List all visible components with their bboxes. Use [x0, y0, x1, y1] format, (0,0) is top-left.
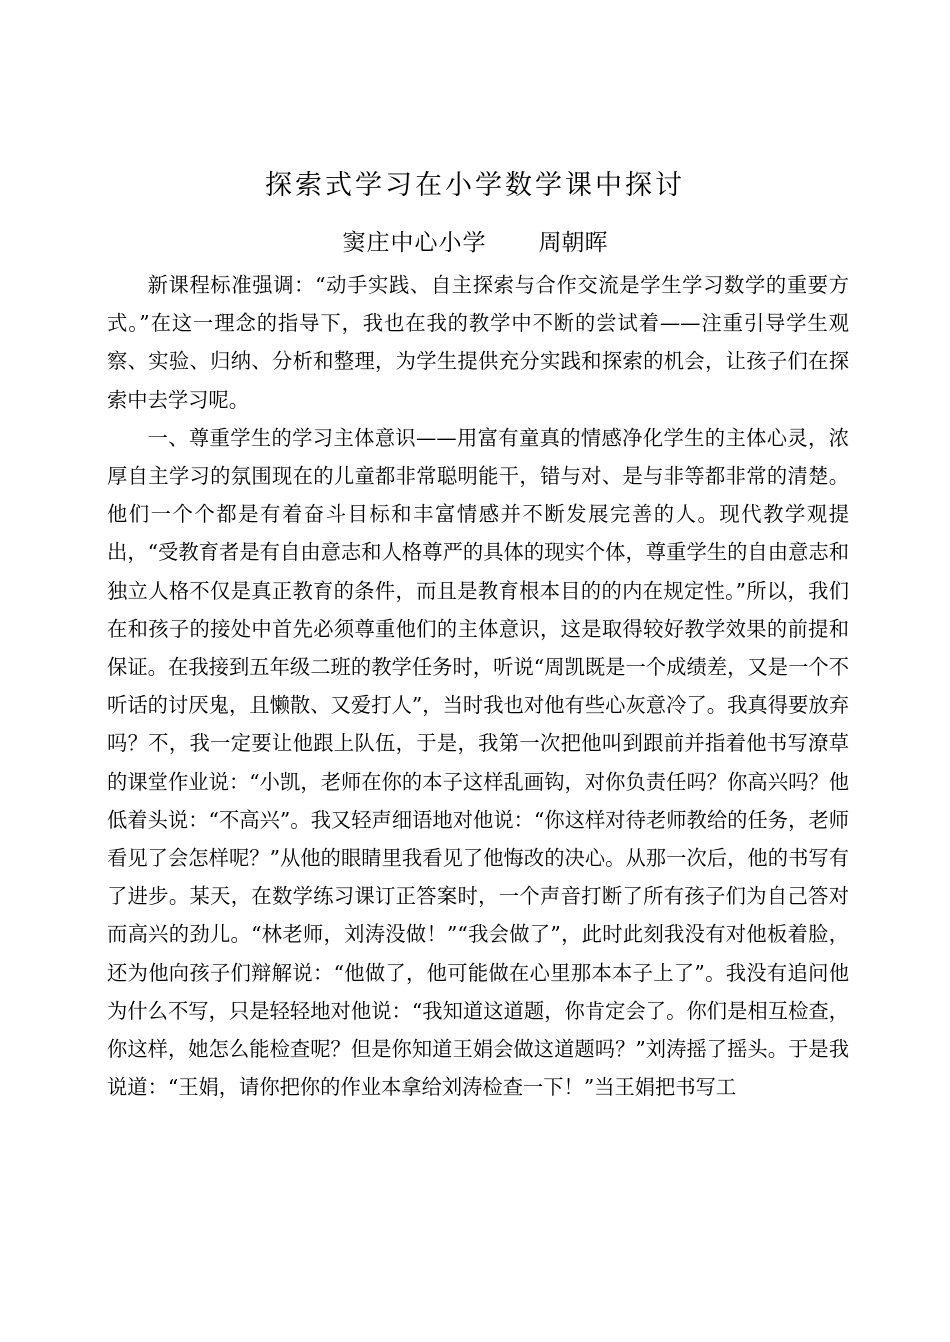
section-one-paragraph: 一、尊重学生的学习主体意识——用富有童真的情感净化学生的主体心灵，浓厚自主学习的氛围现在的儿童都非常聪明能干，错与对、是与非等都非常的清楚。他们一个个都是有着奋斗目标和丰富情感并不断发展完善的人。现代教学观提出，“受教育者是有自由意志和人格尊严的具体的现实个体，尊重学生的自由意志和独立人格不仅是真正教育的条件，而且是教育根本目的的内在规定性。”所以，我们在和孩子的接处中首先必须尊重他们的主体意识，这是取得较好教学效果的前提和保证。在我接到五年级二班的教学任务时，听说“周凯既是一个成绩差，又是一个不听话的讨厌鬼，且懒散、又爱打人”，当时我也对他有些心灰意冷了。我真得要放弃吗？不，我一定要让他跟上队伍，于是，我第一次把他叫到跟前并指着他书写潦草的课堂作业说：“小凯，老师在你的本子这样乱画钩，对你负责任吗？你高兴吗？他低着头说：“不高兴”。我又轻声细语地对他说：“你这样对待老师教给的任务，老师看见了会怎样呢？”从他的眼睛里我看见了他悔改的决心。从那一次后，他的书写有了进步。某天，在数学练习课订正答案时，一个声音打断了所有孩子们为自己答对而高兴的劲儿。“林老师，刘涛没做！”“我会做了”，此时此刻我没有对他板着脸，还为他向孩子们辩解说：“他做了，他可能做在心里那本本子上了”。我没有追问他为什么不写，只是轻轻地对他说：“我知道这道题，你肯定会了。你们是相互检查，你这样，她怎么能检查呢？但是你知道王娟会做这道题吗？”刘涛摇了摇头。于是我说道：“王娟，请你把你的作业本拿给刘涛检查一下！”当王娟把书写工: [107, 425, 849, 1100]
author-byline: [0, 225, 950, 261]
author-name: 周朝晖: [538, 230, 608, 256]
document-title: 探索式学习在小学数学课中探讨: [265, 170, 685, 201]
intro-paragraph: 新课程标准强调：“动手实践、自主探索与合作交流是学生学习数学的重要方式。”在这一理念的指导下，我也在我的教学中不断的尝试着——注重引导学生观察、实验、归纳、分析和整理，为学生提供充分实践和探索的机会，让孩子们在探索中去学习呢。: [107, 273, 849, 412]
school-name: 窦庄中心小学: [342, 230, 487, 256]
document-body: [107, 266, 849, 1106]
